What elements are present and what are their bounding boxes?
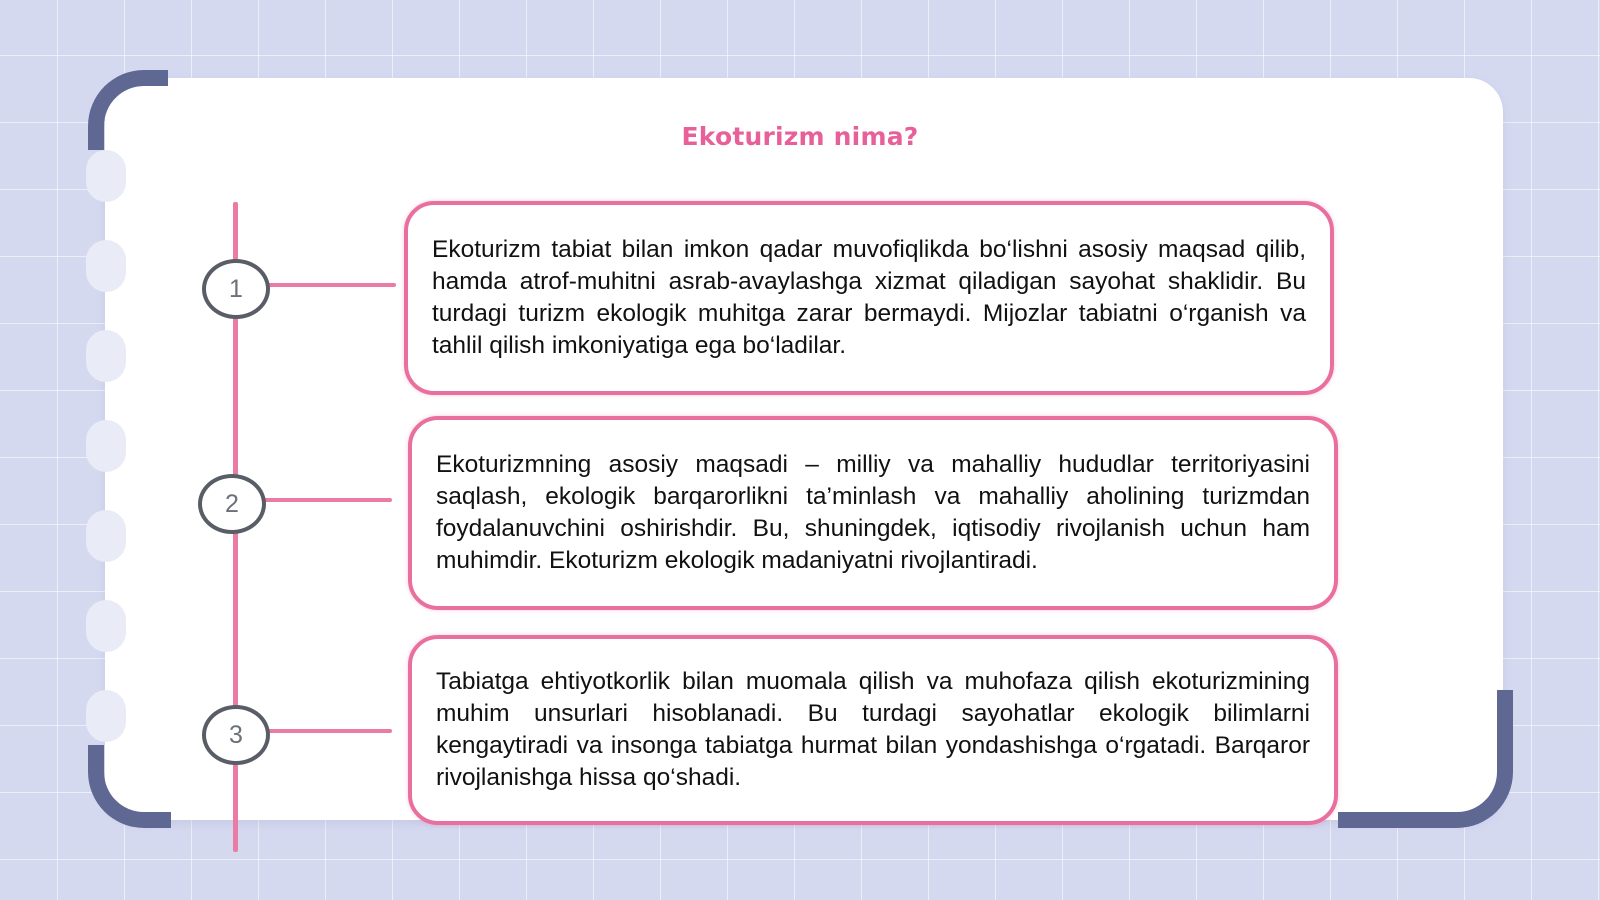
slide-title: Ekoturizm nima? xyxy=(681,122,919,151)
info-box-3 xyxy=(408,635,1338,825)
scallop xyxy=(86,150,126,202)
corner-bracket-bottom-left xyxy=(88,745,171,828)
step-number-2: 2 xyxy=(198,474,266,534)
corner-bracket-bottom-right xyxy=(1338,690,1513,828)
timeline-connector xyxy=(266,729,392,733)
info-box-1 xyxy=(404,201,1334,395)
scallop xyxy=(86,690,126,742)
scallop xyxy=(86,240,126,292)
info-text-1: Ekoturizm tabiat bilan imkon qadar muvofiqlikda bo‘lishni asosiy maqsad qilib, hamda atrof-muhitni asrab-avaylashga xizmat qiladigan sayohat shaklidir. Bu turdagi turizm ekologik muhitga zarar bermaydi. Mijozlar tabiatni o‘rganish va tahlil qilish imkoniyatiga ega bo‘ladilar. xyxy=(432,236,1306,359)
info-text-3: Tabiatga ehtiyotkorlik bilan muomala qilish va muhofaza qilish ekoturizmining muhim unsurlari hisoblanadi. Bu turdagi sayohatlar ekologik bilimlarni kengaytiradi va insonga tabiatga hurmat bilan yondashishga o‘rgatadi. Barqaror rivojlanishga hissa qo‘shadi. xyxy=(436,668,1310,791)
step-number-3: 3 xyxy=(202,705,270,765)
info-box-2 xyxy=(408,416,1338,610)
scallop xyxy=(86,600,126,652)
step-number-1: 1 xyxy=(202,259,270,319)
scallop xyxy=(86,330,126,382)
info-text-2: Ekoturizmning asosiy maqsadi – milliy va mahalliy hududlar territoriyasini saqlash, ekologik barqarorlikni ta’minlash va mahalliy aholining turizmdan foydalanuvchini oshirishdir. Bu, shuningdek, iqtisodiy rivojlanish uchun ham muhimdir. Ekoturizm ekologik madaniyatni rivojlantiradi. xyxy=(436,451,1310,574)
scallop xyxy=(86,420,126,472)
scallop xyxy=(86,510,126,562)
timeline-connector xyxy=(266,283,396,287)
timeline-connector xyxy=(262,498,392,502)
